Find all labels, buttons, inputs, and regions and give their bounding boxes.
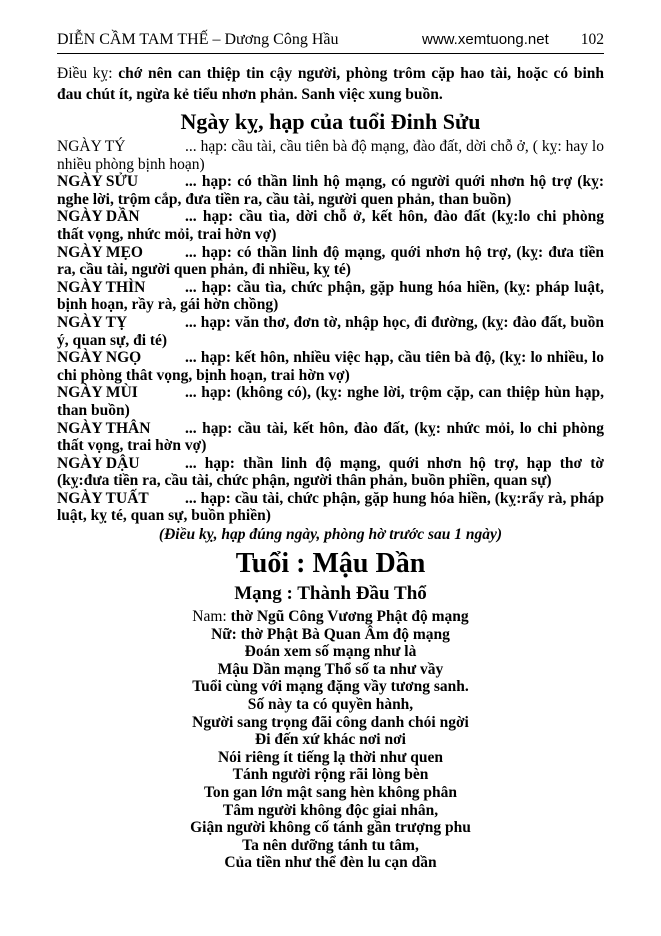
day-entry (57, 279, 604, 314)
day-entry (57, 208, 604, 243)
day-label: NGÀY NGỌ (57, 349, 142, 367)
intro-paragraph (57, 64, 604, 105)
day-label: NGÀY TỴ (57, 313, 128, 331)
section2-subtitle: Mạng : Thành Đầu Thổ (234, 583, 427, 605)
intro-label: Điều kỵ: (57, 65, 113, 82)
section1-note: (Điều kỵ, hạp đúng ngày, phòng hờ trước sau 1 ngày) (158, 526, 503, 544)
verse-line: Tánh người rộng rãi lòng bèn (232, 766, 429, 784)
day-entry (57, 138, 604, 173)
verse-line: Giận người không cố tánh gần trượng phu (190, 819, 471, 837)
page-number: 102 (580, 31, 604, 48)
day-text: ... hạp: (không có), (kỵ: nghe lời, trộm cặp, can thiệp hùn hạp, than buồn) (57, 384, 604, 419)
day-entry (57, 455, 604, 490)
verse-line: Người sang trọng đãi công danh chói ngời (192, 713, 469, 731)
day-label: NGÀY MÙI (57, 384, 138, 402)
day-label: NGÀY TUẤT (57, 489, 149, 507)
day-text: ... hạp: kết hôn, nhiều việc hạp, cầu tiên bà độ, (kỵ: lo nhiều, lo chi phòng thât vọng, bịnh hoạn, trai hờn vợ) (57, 349, 604, 384)
worship-nu-line (57, 626, 604, 644)
verse-line: Mậu Dần mạng Thổ số ta như vầy (217, 660, 444, 678)
verse-line: Đi đến xứ khác nơi nơi (255, 731, 406, 749)
day-label: NGÀY MẸO (57, 243, 143, 261)
day-label: NGÀY THÌN (57, 278, 146, 296)
nu-text: thờ Phật Bà Quan Âm độ mạng (236, 625, 450, 643)
header-divider (57, 53, 604, 54)
section2-title: Tuổi : Mậu Dần (235, 548, 426, 580)
day-label: NGÀY DẦN (57, 208, 140, 226)
day-entry (57, 349, 604, 384)
day-text: ... hạp: thần linh độ mạng, quới nhơn hộ trợ, hạp thơ tờ (kỵ:đưa tiền ra, cầu tài, chức phận, người thân phản, buồn phiền, quan sự) (57, 454, 604, 490)
day-entry (57, 173, 604, 208)
verse-line: Của tiền như thể đèn lu cạn dần (224, 854, 437, 872)
verse-line: Ta nên dưỡng tánh tu tâm, (242, 836, 419, 854)
day-entry (57, 420, 604, 455)
day-text: ... hạp: cầu tài, cầu tiên bà độ mạng, đào đất, dời chỗ ở, ( kỵ: hay lo nhiều phòng bịnh hoạn) (57, 138, 604, 173)
verse-line: Ton gan lớn mật sang hèn không phân (203, 784, 458, 801)
day-entry (57, 490, 604, 525)
day-entry (57, 244, 604, 279)
day-label: NGÀY THÂN (57, 419, 151, 437)
nu-label: Nữ: (211, 625, 237, 643)
page-content (0, 64, 661, 872)
day-label: NGÀY DẬU (57, 454, 140, 472)
website-url: www.xemtuong.net (422, 31, 549, 48)
verse-line: Đoán xem số mạng như là (244, 643, 417, 661)
day-text: ... hạp: có thần linh hộ mạng, có người quới nhơn hộ trợ (kỵ: nghe lời, trộm cắp, đưa tiền ra, cầu tài, người quen phản, than buồn) (57, 173, 604, 208)
page-header (0, 0, 661, 53)
day-label: NGÀY TÝ (57, 138, 126, 155)
verse-line: Tâm người không độc giai nhân, (222, 801, 439, 819)
day-text: ... hạp: cầu tìa, chức phận, gặp hung hóa hiền, (kỵ: pháp luật, bịnh hoạn, rầy rà, gái hờn chồng) (57, 278, 604, 314)
day-entry (57, 314, 604, 349)
day-label: NGÀY SỬU (57, 173, 139, 191)
nam-text: thờ Ngũ Công Vương Phật độ mạng (226, 608, 469, 626)
verse-line: Số này ta có quyền hành, (247, 696, 414, 714)
worship-nam-line (57, 608, 604, 626)
day-text: ... hạp: cầu tài, chức phận, gặp hung hóa hiền, (kỵ:rẩy rà, pháp luật, kỵ té, quan sự, buồn phiền) (57, 489, 604, 525)
verse-line: Tuổi cùng với mạng đặng vầy tương sanh. (192, 678, 469, 696)
day-text: ... hạp: cầu tài, kết hôn, đào đất, (kỵ: nhức mỏi, lo chi phòng thất vọng, trai hờn vợ) (57, 419, 604, 455)
header-right (422, 31, 604, 49)
section1-title: Ngày kỵ, hạp của tuổi Đinh Sửu (180, 109, 481, 134)
day-text: ... hạp: có thần linh độ mạng, quới nhơn hộ trợ, (kỵ: đưa tiền ra, cầu tài, người quen phản, đi nhiều, kỵ té) (57, 243, 604, 279)
intro-text: chớ nên can thiệp tin cậy người, phòng trôm cặp hao tài, hoặc có binh đau chút ít, ngừa kẻ tiểu nhơn phản. Sanh việc xung buồn. (57, 65, 605, 103)
day-text: ... hạp: văn thơ, đơn tờ, nhập học, đi đường, (kỵ: đào đất, buồn ý, quan sự, đi té) (57, 313, 604, 349)
day-text: ... hạp: cầu tìa, dời chỗ ở, kết hôn, đào đất (kỵ:lo chi phòng thất vọng, nhức mỏi, trai hờn vợ) (57, 208, 604, 243)
verse-line: Nói riêng ít tiếng lạ thời như quen (217, 748, 443, 766)
day-entry (57, 384, 604, 419)
book-title: DIỄN CẦM TAM THẾ – Dương Công Hầu (57, 31, 339, 48)
nam-label: Nam: (192, 608, 227, 626)
